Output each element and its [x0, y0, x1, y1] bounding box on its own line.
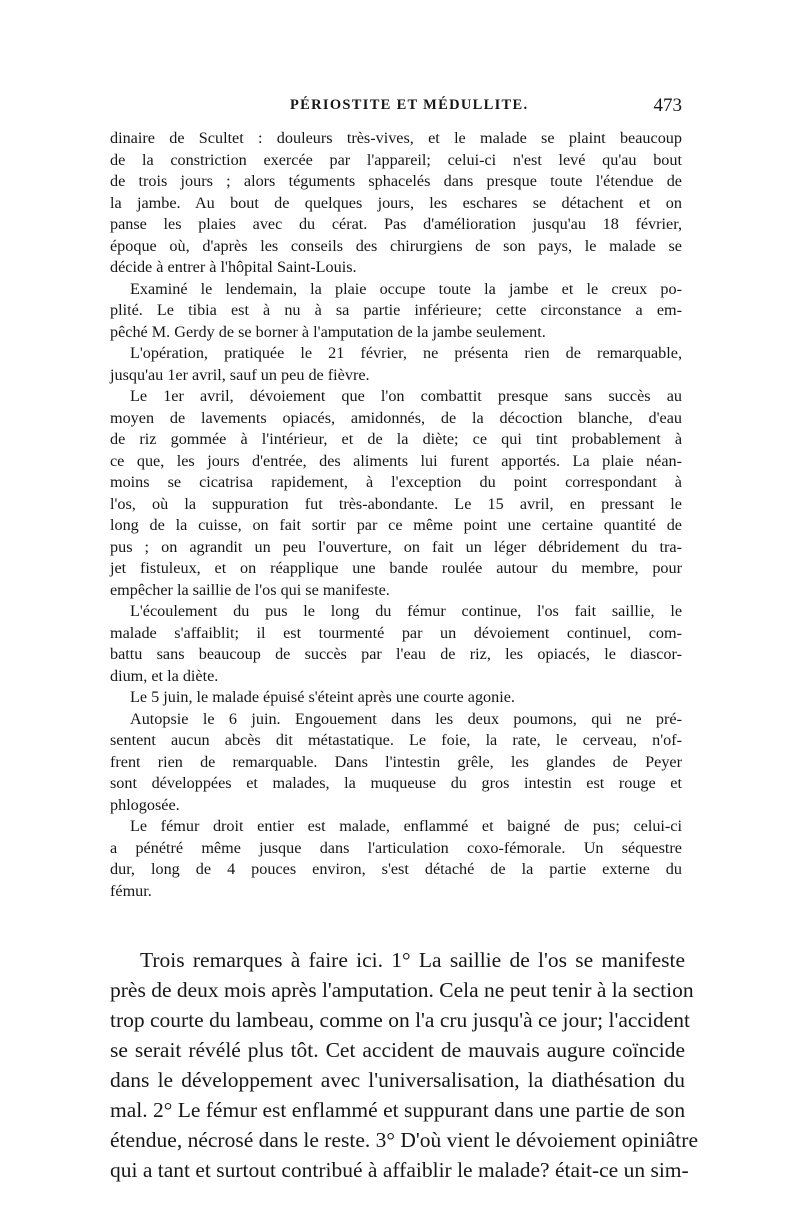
text-line: battu sans beaucoup de succès par l'eau de riz, les opiacés, le diascor-	[110, 645, 682, 663]
remark-line: trop courte du lambeau, comme on l'a cru jusqu'à ce jour; l'accident	[110, 1008, 690, 1032]
remark-line: qui a tant et surtout contribué à affaiblir le malade? était-ce un sim-	[110, 1158, 689, 1182]
text-line: ce que, les jours d'entrée, des aliments lui furent apportés. La plaie néan-	[110, 451, 682, 470]
text-line: frent rien de remarquable. Dans l'intestin grêle, les glandes de Peyer	[110, 752, 682, 771]
text-line: L'opération, pratiquée le 21 février, ne présenta rien de remarquable,	[130, 344, 682, 362]
text-line: Examiné le lendemain, la plaie occupe toute la jambe et le creux po-	[130, 279, 682, 298]
text-line: pus ; on agrandit un peu l'ouverture, on fait un léger débridement du tra-	[110, 537, 682, 556]
text-line: Le 5 juin, le malade épuisé s'éteint après une courte agonie.	[130, 688, 515, 706]
text-line: malade s'affaiblit; il est tourmenté par un dévoiement continuel, com-	[110, 623, 682, 642]
text-line: de la constriction exercée par l'appareil; celui-ci n'est levé qu'au bout	[110, 150, 682, 169]
text-line: décide à entrer à l'hôpital Saint-Louis.	[110, 258, 357, 276]
running-title: PÉRIOSTITE ET MÉDULLITE.	[290, 97, 529, 113]
remarks-paragraph	[110, 945, 698, 1185]
remark-line: dans le développement avec l'universalisation, la diathésation du	[110, 1068, 685, 1092]
text-line: la jambe. Au bout de quelques jours, les eschares se détachent et on	[110, 193, 682, 212]
text-line: jusqu'au 1er avril, sauf un peu de fièvre.	[110, 365, 370, 384]
text-line: a pénétré même jusque dans l'articulation coxo-fémorale. Un séquestre	[110, 838, 682, 857]
body-text	[110, 128, 682, 902]
text-line: phlogosée.	[110, 795, 180, 814]
page-header	[110, 97, 682, 121]
remark-line: étendue, nécrosé dans le reste. 3° D'où vient le dévoiement opiniâtre	[110, 1128, 698, 1152]
page-number: 473	[653, 95, 682, 116]
text-line: époque où, d'après les conseils des chirurgiens de son pays, le malade se	[110, 236, 682, 255]
text-line: Autopsie le 6 juin. Engouement dans les deux poumons, qui ne pré-	[130, 709, 682, 728]
text-line: jet fistuleux, et on réapplique une bande roulée autour du membre, pour	[110, 559, 682, 577]
text-line: dium, et la diète.	[110, 666, 219, 685]
text-line: sentent aucun abcès dit métastatique. Le foie, la rate, le cerveau, n'of-	[110, 731, 682, 749]
text-line: empêcher la saillie de l'os qui se manifeste.	[110, 580, 390, 599]
text-line: dur, long de 4 pouces environ, s'est détaché de la partie externe du	[110, 860, 682, 878]
text-line: de trois jours ; alors téguments sphacelés dans presque toute l'étendue de	[110, 172, 682, 190]
remark-line: se serait révélé plus tôt. Cet accident de mauvais augure coïncide	[110, 1038, 685, 1062]
text-line: panse les plaies avec du cérat. Pas d'amélioration jusqu'au 18 février,	[110, 215, 682, 233]
text-line: Le fémur droit entier est malade, enflammé et baigné de pus; celui-ci	[130, 817, 682, 835]
remark-line: mal. 2° Le fémur est enflammé et suppurant dans une partie de son	[110, 1098, 686, 1122]
text-line: de riz gommée à l'intérieur, et de la diète; ce qui tint probablement à	[110, 430, 682, 448]
text-line: Le 1er avril, dévoiement que l'on combattit presque sans succès au	[130, 387, 682, 405]
text-line: fémur.	[110, 881, 152, 900]
text-line: plité. Le tibia est à nu à sa partie inférieure; cette circonstance a em-	[110, 301, 682, 319]
text-line: dinaire de Scultet : douleurs très-vives, et le malade se plaint beaucoup	[110, 129, 682, 147]
text-line: pêché M. Gerdy de se borner à l'amputation de la jambe seulement.	[110, 322, 546, 341]
text-line: l'os, où la suppuration fut très-abondante. Le 15 avril, en pressant le	[110, 494, 682, 513]
text-line: moins se cicatrisa rapidement, à l'exception du point correspondant à	[110, 473, 682, 491]
text-line: moyen de lavements opiacés, amidonnés, de la décoction blanche, d'eau	[110, 408, 682, 427]
remark-line: près de deux mois après l'amputation. Cela ne peut tenir à la section	[110, 978, 694, 1002]
text-line: long de la cuisse, on fait sortir par ce même point une certaine quantité de	[110, 516, 682, 534]
text-line: sont développées et malades, la muqueuse du gros intestin est rouge et	[110, 774, 682, 792]
text-line: L'écoulement du pus le long du fémur continue, l'os fait saillie, le	[130, 602, 682, 620]
remark-line: Trois remarques à faire ici. 1° La saillie de l'os se manifeste	[140, 948, 685, 972]
